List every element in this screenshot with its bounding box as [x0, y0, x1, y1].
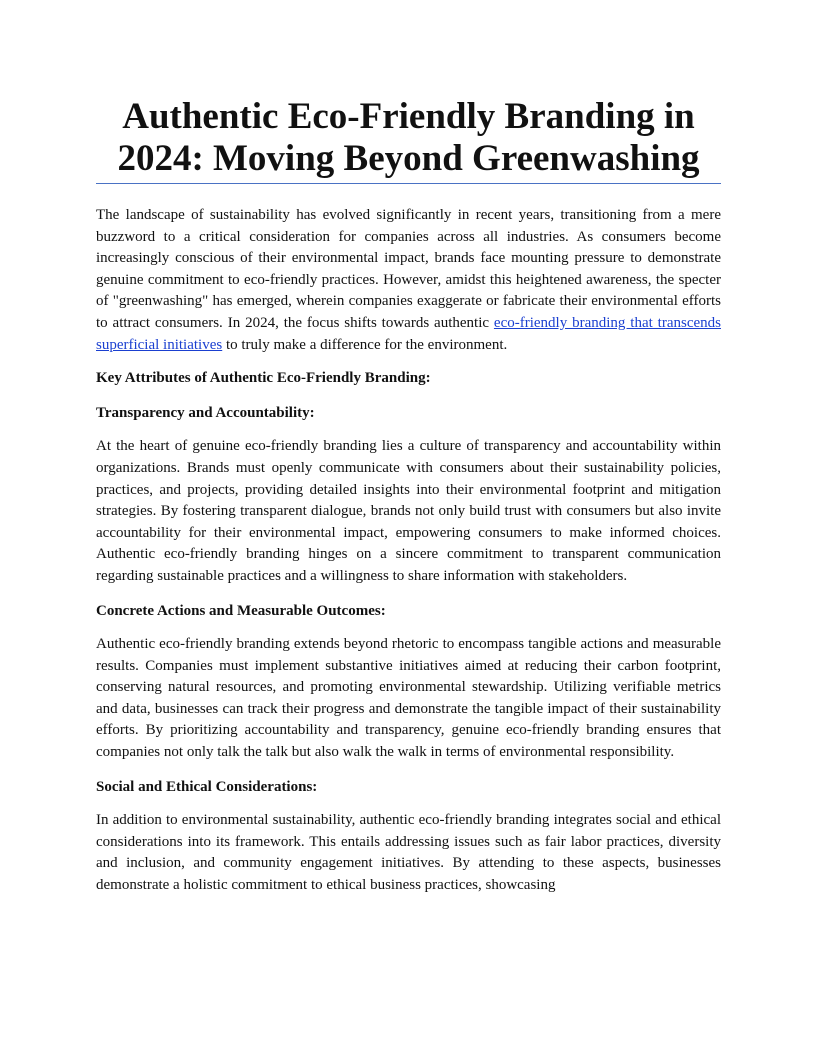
- section-body-concrete-actions: Authentic eco-friendly branding extends beyond rhetoric to encompass tangible actions and measurable results. Companies must implement substantive initiatives aimed at reducing their carbon footprint, conserving natural resources, and promoting environmental stewardship. Utilizing verifiable metrics and data, businesses can track their progress and demonstrate the tangible impact of their sustainability efforts. By prioritizing accountability and transparency, genuine eco-friendly branding ensures that companies not only talk the talk but also walk the walk in terms of environmental responsibility.: [96, 636, 721, 761]
- title-line-2: 2024: Moving Beyond Greenwashing: [117, 138, 700, 179]
- section-heading-transparency: Transparency and Accountability:: [96, 404, 315, 421]
- section-body-transparency: At the heart of genuine eco-friendly branding lies a culture of transparency and accountability within organizations. Brands must openly communicate with consumers about their sustainability policies, practices, and projects, providing detailed insights into their environmental footprint and mitigation strategies. By fostering transparent dialogue, brands not only build trust with consumers but also invite accountability for their environmental impact, empowering consumers to make informed choices. Authentic eco-friendly branding hinges on a sincere commitment to transparent communication regarding sustainable practices and a willingness to share information with stakeholders.: [96, 438, 721, 584]
- section-body-social-ethical: In addition to environmental sustainability, authentic eco-friendly branding integrates social and ethical considerations into its framework. This entails addressing issues such as fair labor practices, diversity and inclusion, and community engagement initiatives. By attending to these aspects, businesses demonstrate a holistic commitment to ethical business practices, showcasing: [96, 812, 721, 894]
- title-line-1: Authentic Eco-Friendly Branding in: [122, 96, 695, 137]
- document-title: [96, 96, 721, 184]
- intro-text-before-link: The landscape of sustainability has evolved significantly in recent years, transitioning from a mere buzzword to a critical consideration for companies across all industries. As consumers become increasingly conscious of their environmental impact, brands face mounting pressure to demonstrate genuine commitment to eco-friendly practices. However, amidst this heightened awareness, the specter of "greenwashing" has emerged, wherein companies exaggerate or fabricate their environmental efforts to attract consumers. In 2024, the focus shifts towards authentic: [96, 207, 721, 331]
- section-heading-concrete-actions: Concrete Actions and Measurable Outcomes:: [96, 602, 386, 619]
- section-heading-social-ethical: Social and Ethical Considerations:: [96, 778, 318, 795]
- eco-branding-link[interactable]: eco-friendly branding that transcends superficial initiatives: [96, 314, 721, 353]
- intro-paragraph: [96, 205, 721, 356]
- intro-text-after-link: to truly make a difference for the environment.: [222, 336, 508, 353]
- document-page: [96, 96, 721, 897]
- key-attributes-heading: Key Attributes of Authentic Eco-Friendly Branding:: [96, 370, 431, 387]
